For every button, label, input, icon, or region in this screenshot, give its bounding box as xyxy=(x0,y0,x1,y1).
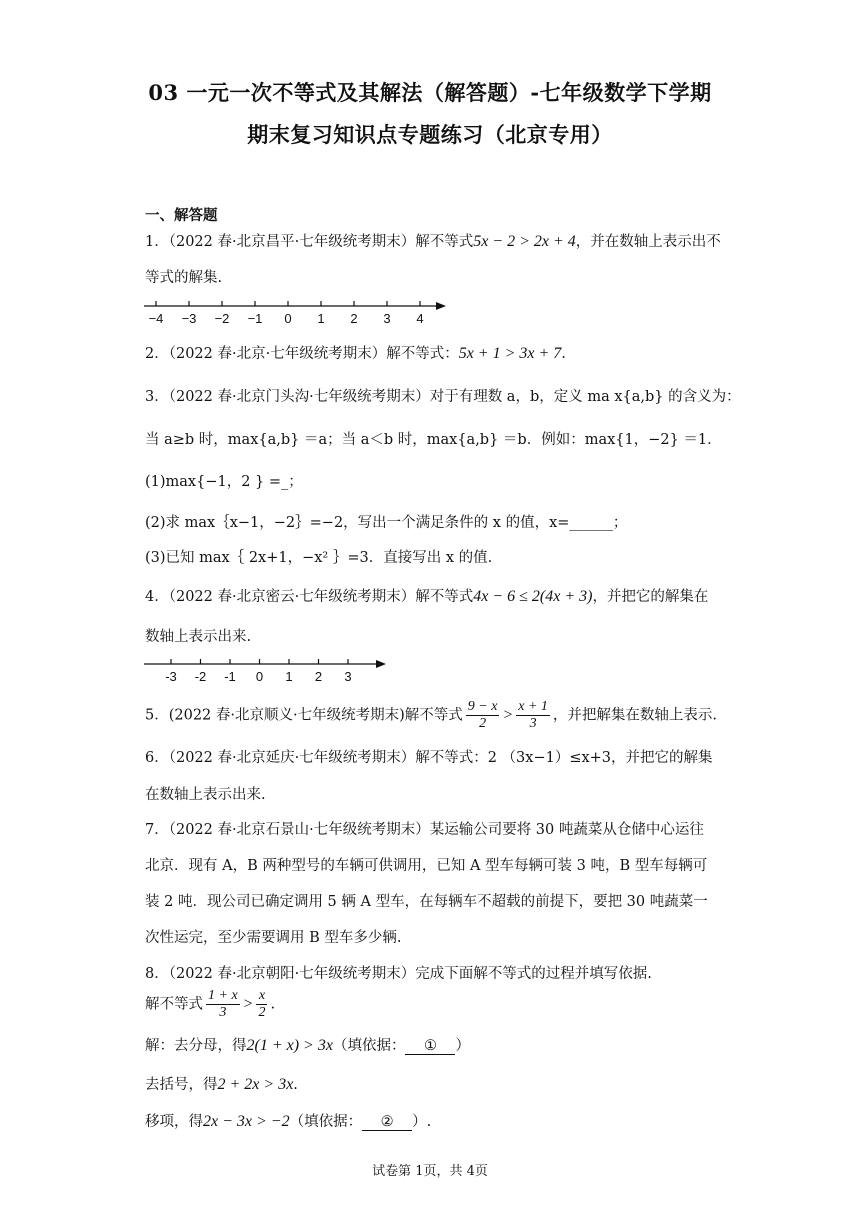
q5-fraction-1 xyxy=(466,699,500,732)
q4-prefix: 4．（2022 春·北京密云·七年级统考期末）解不等式 xyxy=(145,589,474,605)
q8-fraction-2 xyxy=(256,988,267,1021)
number-line-1-tick-label: −1 xyxy=(247,311,263,326)
q8-step3-expression: 2x − 3x > −2 xyxy=(203,1113,290,1130)
title-line-2: 期末复习知识点专题练习（北京专用） xyxy=(247,122,613,147)
number-line-2-arrow-icon xyxy=(376,660,386,668)
question-4-line-2: 数轴上表示出来. xyxy=(145,629,252,645)
question-1-line-1 xyxy=(145,230,730,251)
number-line-2-tick-label: -1 xyxy=(224,669,236,684)
q8-frac2-numerator: x xyxy=(256,988,267,1005)
q8-solve-prefix: 解不等式 xyxy=(145,996,203,1013)
q8-solve-suffix: . xyxy=(270,996,276,1013)
q2-expression: 5x + 1 > 3x + 7 xyxy=(458,345,562,362)
question-7-line-3: 装 2 吨．现公司已确定调用 5 辆 A 型车，在每辆车不超载的前提下，要把 30 吨蔬菜一 xyxy=(145,894,708,910)
q5-suffix: ，并把解集在数轴上表示. xyxy=(552,707,718,724)
question-3-sub-3: (3)已知 max｛ 2x+1，−x² ｝=3．直接写出 x 的值. xyxy=(145,550,493,566)
question-2 xyxy=(145,342,730,363)
q2-suffix: . xyxy=(561,346,566,362)
q5-prefix: 5．(2022 春·北京顺义·七年级统考期末)解不等式 xyxy=(145,707,463,724)
q8-step1-suffix-a: （填依据： xyxy=(332,1038,406,1054)
question-3-line-2: 当 a≥b 时，max{a,b} ＝a；当 a＜b 时，max{a,b} ＝b．例如：max{1，−2} ＝1． xyxy=(145,432,722,448)
number-line-2-tick-label: 1 xyxy=(285,669,293,684)
q8-step2-suffix: . xyxy=(293,1077,298,1093)
q8-frac2-denominator: 2 xyxy=(258,1005,266,1020)
q8-frac1-numerator: 1 + x xyxy=(208,988,238,1003)
q8-step3-suffix-b: ）. xyxy=(412,1114,432,1130)
q5-frac2-numerator: x + 1 xyxy=(518,699,548,714)
question-7-line-2: 北京．现有 A，B 两种型号的车辆可供调用，已知 A 型车每辆可装 3 吨，B 型车每辆可 xyxy=(145,858,708,874)
q5-frac1-numerator: 9 − x xyxy=(467,699,498,714)
q4-expression: 4x − 6 ≤ 2(4x + 3) xyxy=(473,588,593,605)
number-line-1-tick-label: −2 xyxy=(214,311,230,326)
question-8-inequality xyxy=(145,988,730,1021)
number-line-1-tick-label: 0 xyxy=(284,311,292,326)
number-line-2-tick-label: -3 xyxy=(165,669,177,684)
q1-prefix: 1．（2022 春·北京昌平·七年级统考期末）解不等式 xyxy=(145,234,474,250)
question-8-line-1: 8．（2022 春·北京朝阳·七年级统考期末）完成下面解不等式的过程并填写依据. xyxy=(145,966,652,982)
number-line-1-tick-label: −4 xyxy=(148,311,164,326)
section-heading: 一、解答题 xyxy=(145,207,218,224)
question-6-line-2: 在数轴上表示出来. xyxy=(145,787,266,803)
number-line-1-tick-label: −3 xyxy=(181,311,197,326)
number-line-1-arrow-icon xyxy=(436,302,446,310)
q8-step3-prefix: 移项，得 xyxy=(145,1114,203,1130)
q8-answer-blank-1[interactable]: ① xyxy=(405,1038,455,1055)
number-line-2 xyxy=(140,654,390,690)
q8-operator: > xyxy=(242,995,254,1013)
q5-frac2-denominator: 3 xyxy=(529,716,537,731)
q2-prefix: 2．（2022 春·北京·七年级统考期末）解不等式： xyxy=(145,346,459,362)
q8-step1-suffix-b: ） xyxy=(455,1038,470,1054)
q4-suffix: ，并把它的解集在 xyxy=(592,589,709,605)
question-7-line-1: 7．（2022 春·北京石景山·七年级统考期末）某运输公司要将 30 吨蔬菜从仓储中心运往 xyxy=(145,822,704,838)
q8-frac1-denominator: 3 xyxy=(219,1005,227,1020)
q5-operator: > xyxy=(502,706,514,724)
q1-suffix: ，并在数轴上表示出不 xyxy=(575,234,721,250)
question-8-step-1 xyxy=(145,1034,730,1055)
q8-step1-prefix: 解：去分母，得 xyxy=(145,1038,247,1054)
question-4-line-1 xyxy=(145,585,730,606)
q8-step2-expression: 2 + 2x > 3x xyxy=(217,1076,294,1093)
q8-step3-suffix-a: （填依据： xyxy=(289,1114,363,1130)
number-line-2-tick-label: 3 xyxy=(344,669,352,684)
question-3-sub-2: (2)求 max｛x−1，−2｝=−2，写出一个满足条件的 x 的值，x=______； xyxy=(145,515,628,531)
q1-expression: 5x − 2 > 2x + 4 xyxy=(473,233,576,250)
number-line-2-tick-label: -2 xyxy=(194,669,207,684)
title-line-1: 03 一元一次不等式及其解法（解答题）-七年级数学下学期 xyxy=(148,80,712,105)
question-3-line-1: 3．（2022 春·北京门头沟·七年级统考期末）对于有理数 a，b，定义 ma x{a,b} 的含义为： xyxy=(145,389,741,405)
number-line-1 xyxy=(140,296,460,336)
q8-step2-prefix: 去括号，得 xyxy=(145,1077,218,1093)
number-line-2-tick-label: 2 xyxy=(314,669,323,684)
number-line-1-tick-label: 4 xyxy=(416,311,424,326)
q8-step1-expression: 2(1 + x) > 3x xyxy=(246,1037,333,1054)
number-line-1-tick-label: 1 xyxy=(317,311,325,326)
question-8-step-3 xyxy=(145,1110,730,1131)
question-7-line-4: 次性运完，至少需要调用 B 型车多少辆. xyxy=(145,930,402,946)
number-line-1-tick-label: 3 xyxy=(383,311,391,326)
number-line-2-tick-label: 0 xyxy=(255,669,264,684)
number-line-1-tick-label: 2 xyxy=(350,311,358,326)
question-1-line-2: 等式的解集. xyxy=(145,270,223,286)
question-3-sub-1: (1)max{−1，2 } =_； xyxy=(145,474,303,490)
question-6-line-1: 6．（2022 春·北京延庆·七年级统考期末）解不等式：2 （3x−1）≤x+3，并把它的解集 xyxy=(145,750,713,766)
question-5 xyxy=(145,699,730,732)
q8-answer-blank-2[interactable]: ② xyxy=(362,1114,412,1131)
q5-fraction-2 xyxy=(516,699,550,732)
question-8-step-2 xyxy=(145,1073,730,1094)
page-footer: 试卷第 1页，共 4页 xyxy=(372,1164,488,1179)
q8-fraction-1 xyxy=(206,988,240,1021)
q5-frac1-denominator: 2 xyxy=(479,716,487,731)
